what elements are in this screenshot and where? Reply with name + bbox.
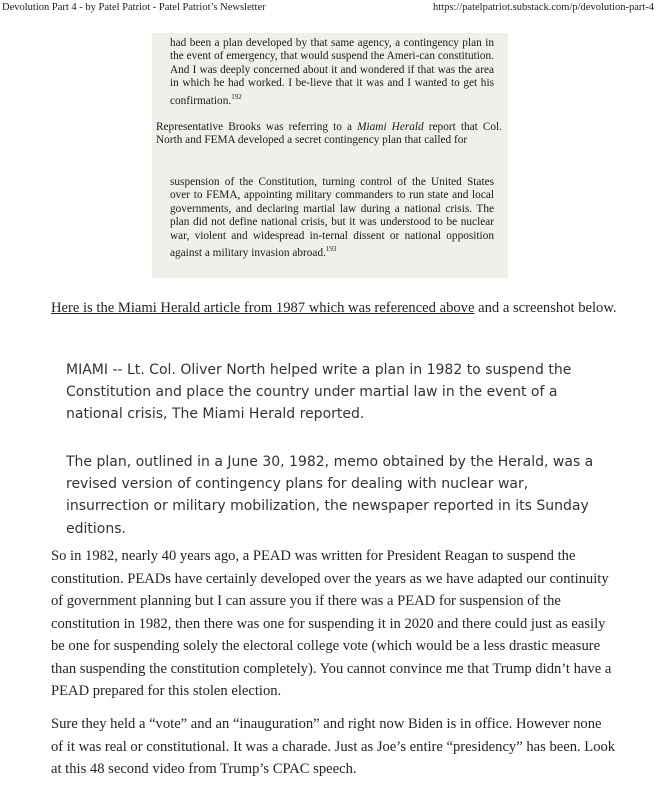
excerpt-paragraph xyxy=(156,121,502,148)
excerpt-text: suspension of the Constitution, turning control of the United States over to FEMA, appointing military commanders to run state and local governments, and declaring martial law during a national crisis. The plan did not define national crisis, but it was understood to be nuclear war, violent and widespread in-ternal dissent or national opposition against a military invasion abroad. xyxy=(170,176,494,259)
print-header xyxy=(0,0,657,16)
excerpt-paragraph xyxy=(170,176,494,260)
excerpt-text: had been a plan developed by that same agency, a contingency plan in the event of emergency, that would suspend the Ameri-can constitution. And I was deeply concerned about it and wondered if that was the area in which he had worked. I be-lieve that it was and I wanted to get his confirmation. xyxy=(170,37,494,107)
quote-paragraph: The plan, outlined in a June 30, 1982, memo obtained by the Herald, was a revised version of contingency plans for dealing with nuclear war, insurrection or military mobilization, the newspaper reported in its Sunday editions. xyxy=(66,454,594,537)
excerpt-italic-title: Miami Herald xyxy=(357,121,424,133)
footnote-marker: 192 xyxy=(231,92,242,101)
footnote-marker: 193 xyxy=(325,245,337,254)
miami-herald-article-link[interactable]: Here is the Miami Herald article from 1987 which was referenced above xyxy=(51,300,475,316)
book-excerpt-image xyxy=(152,33,508,278)
excerpt-text: Representative Brooks was referring to a xyxy=(156,121,358,133)
body-paragraph: So in 1982, nearly 40 years ago, a PEAD was written for President Reagan to suspend the constitution. PEADs have certainly developed over the years as we have adapted our continuity of government planning but I can assure you if there was a PEAD for suspension of the constitution in 1982, then there was one for suspending it in 2020 and there could just as easily be one for suspending solely the electoral college vote (which would be a less drastic measure than suspending the constitution completely). You cannot convince me that Trump didn’t have a PEAD prepared for this stolen election. xyxy=(51,548,612,699)
page-title: Devolution Part 4 - by Patel Patriot - Patel Patriot’s Newsletter xyxy=(2,2,266,13)
intro-text: and a screenshot below. xyxy=(474,300,617,316)
excerpt-paragraph xyxy=(170,37,494,108)
body-paragraph: Sure they held a “vote” and an “inauguration” and right now Biden is in office. However none of it was real or constitutional. It was a charade. Just as Joe’s entire “presidency” has been. Look at this 48 second video from Trump’s CPAC speech. xyxy=(51,716,616,777)
excerpt-text: report that Col. North and FEMA developed a secret contingency plan that called for xyxy=(156,121,502,147)
page-url[interactable]: https://patelpatriot.substack.com/p/devolution-part-4 xyxy=(433,2,655,13)
intro-paragraph xyxy=(51,297,617,320)
quote-paragraph: MIAMI -- Lt. Col. Oliver North helped write a plan in 1982 to suspend the Constitution and place the country under martial law in the event of a national crisis, The Miami Herald reported. xyxy=(66,362,572,423)
